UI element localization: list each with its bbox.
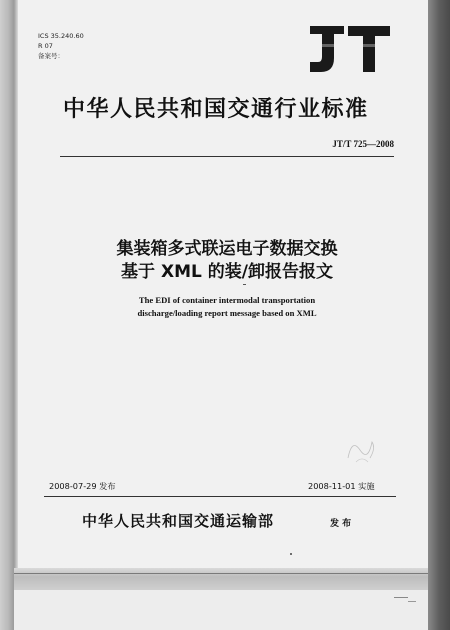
footer-divider: [44, 496, 396, 497]
implementation-date: 2008-11-01 实施: [308, 481, 375, 491]
jt-logo: [308, 24, 392, 74]
title-english-line-1: The EDI of container intermodal transportation: [138, 295, 316, 305]
publisher-name: 中华人民共和国交通运输部: [82, 512, 275, 530]
class-code: R 07: [38, 42, 53, 50]
title-chinese-line-1: 集装箱多式联运电子数据交换: [116, 239, 338, 259]
next-page-mark-2: [408, 601, 416, 602]
scan-speck: [243, 284, 246, 285]
ics-code: ICS 35.240.60: [38, 32, 84, 40]
standard-cover-page: [14, 0, 428, 630]
scanner-band-line: [14, 573, 428, 574]
next-page-edge: [14, 590, 428, 630]
next-page-mark: [394, 597, 408, 598]
scan-speck-bottom: [290, 553, 292, 555]
standard-code: JT/T 725—2008: [332, 139, 394, 149]
publish-label: 发 布: [330, 519, 352, 529]
issue-date: 2008-07-29 发布: [49, 481, 116, 491]
title-english-line-2: discharge/loading report message based on XML: [137, 308, 317, 318]
scanner-band: [14, 568, 428, 590]
left-scan-edge: [0, 0, 14, 630]
faint-handwriting-mark: [342, 428, 382, 468]
title-chinese-line-2: 基于 XML 的装/卸报告报文: [121, 262, 333, 282]
classification-block: [38, 31, 84, 61]
right-scan-edge: [428, 0, 450, 630]
header-divider: [60, 156, 394, 157]
record-number-label: 备案号：: [38, 52, 64, 60]
ministry-standard-title: 中华人民共和国交通行业标准: [63, 96, 369, 122]
